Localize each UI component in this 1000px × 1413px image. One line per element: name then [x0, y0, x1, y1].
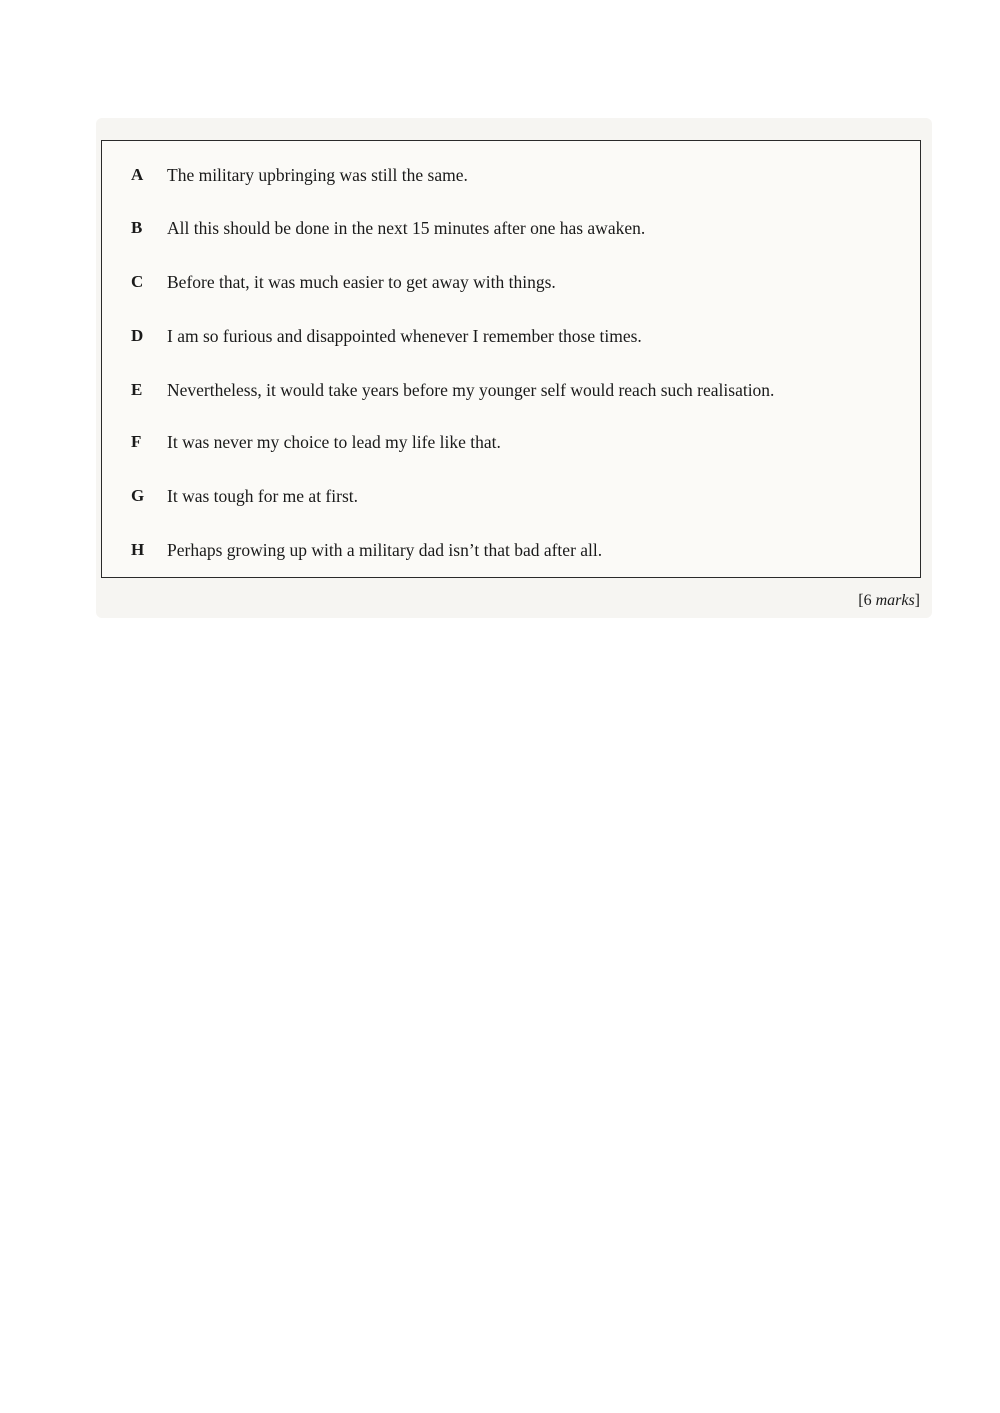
option-text: Before that, it was much easier to get away with things.: [167, 271, 556, 292]
marks-word: marks: [875, 592, 915, 609]
option-letter: C: [131, 272, 144, 291]
option-letter: E: [131, 380, 143, 399]
option-letter: F: [131, 432, 142, 451]
option-letter: B: [131, 218, 143, 237]
option-text: It was tough for me at first.: [167, 485, 358, 506]
options-box: [101, 140, 921, 578]
option-letter: D: [131, 326, 144, 345]
option-text: I am so furious and disappointed whenever I remember those times.: [167, 325, 642, 346]
option-text: All this should be done in the next 15 minutes after one has awaken.: [167, 217, 646, 238]
option-letter: A: [131, 165, 144, 184]
option-letter: G: [131, 486, 145, 505]
marks-close: ]: [914, 592, 920, 609]
option-text: Perhaps growing up with a military dad isn’t that bad after all.: [167, 539, 603, 560]
option-text: It was never my choice to lead my life like that.: [167, 431, 501, 452]
marks-open: [6: [858, 592, 876, 609]
option-text: The military upbringing was still the same.: [167, 164, 468, 185]
marks-label: [858, 592, 920, 610]
option-text: Nevertheless, it would take years before my younger self would reach such realisation.: [167, 379, 775, 400]
option-letter: H: [131, 540, 145, 559]
